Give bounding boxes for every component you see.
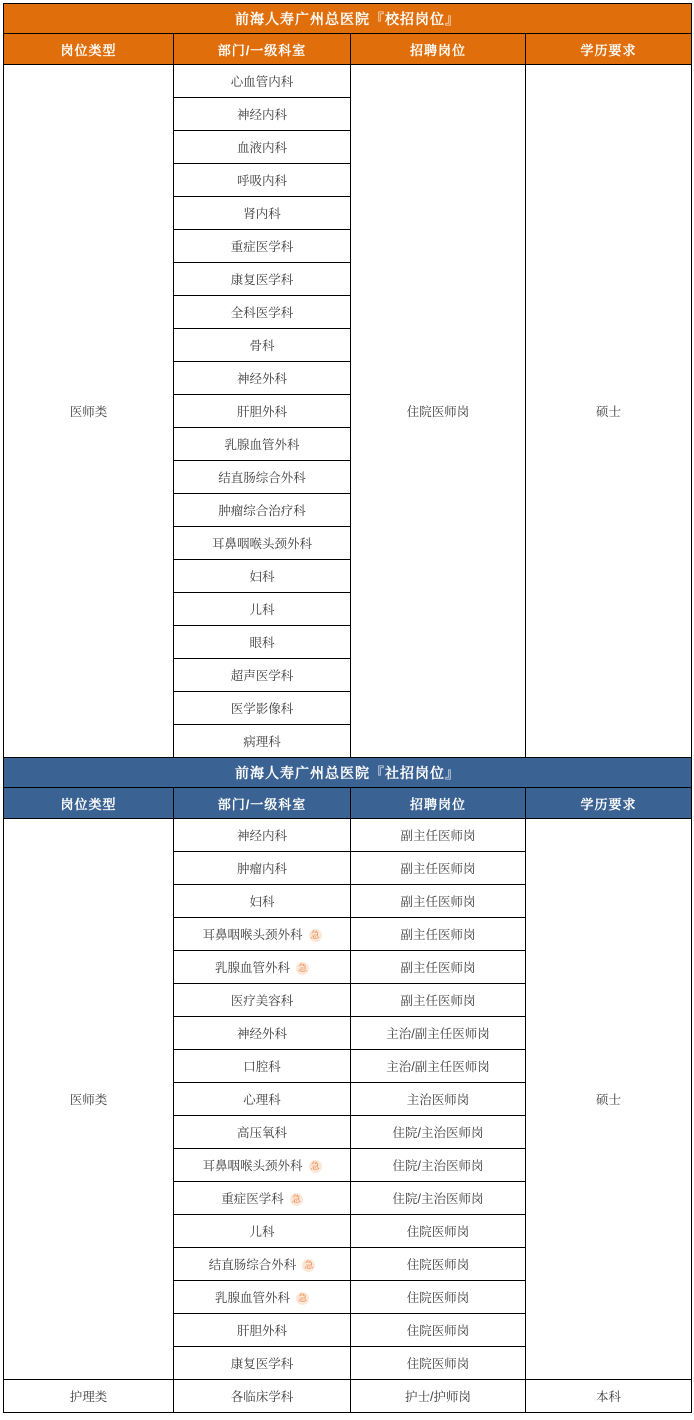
column-header-department: 部门/一级科室 xyxy=(174,788,351,819)
job-cell: 副主任医师岗 xyxy=(351,852,526,885)
department-cell: 医学影像科 xyxy=(174,692,351,725)
department-cell: 神经内科 xyxy=(174,819,351,852)
campus-title-row xyxy=(4,4,692,34)
social-title-row xyxy=(4,758,692,788)
department-cell: 妇科 xyxy=(174,560,351,593)
job-cell: 住院医师岗 xyxy=(351,1281,526,1314)
table-row xyxy=(4,819,692,852)
job-cell: 主治医师岗 xyxy=(351,1083,526,1116)
department-cell: 各临床学科 xyxy=(174,1380,351,1413)
department-cell: 病理科 xyxy=(174,725,351,758)
position-type-cell: 医师类 xyxy=(4,819,174,1380)
department-cell: 肾内科 xyxy=(174,197,351,230)
job-cell: 副主任医师岗 xyxy=(351,918,526,951)
department-cell: 乳腺血管外科 急 xyxy=(174,951,351,984)
job-cell: 主治/副主任医师岗 xyxy=(351,1050,526,1083)
department-cell: 呼吸内科 xyxy=(174,164,351,197)
job-cell: 副主任医师岗 xyxy=(351,819,526,852)
job-cell: 住院医师岗 xyxy=(351,1314,526,1347)
column-header-job: 招聘岗位 xyxy=(351,788,526,819)
social-column-header-row xyxy=(4,788,692,819)
department-cell: 结直肠综合外科 急 xyxy=(174,1248,351,1281)
campus-column-header-row xyxy=(4,34,692,65)
department-cell: 乳腺血管外科 急 xyxy=(174,1281,351,1314)
department-cell: 重症医学科 xyxy=(174,230,351,263)
social-recruitment-table xyxy=(3,757,692,1413)
department-cell: 心理科 xyxy=(174,1083,351,1116)
department-cell: 儿科 xyxy=(174,1215,351,1248)
column-header-education: 学历要求 xyxy=(526,788,692,819)
urgent-icon: 急 xyxy=(304,1260,314,1270)
job-cell: 主治/副主任医师岗 xyxy=(351,1017,526,1050)
bracket-close: 』 xyxy=(445,764,460,781)
campus-recruitment-table xyxy=(3,3,692,758)
table-row xyxy=(4,65,692,98)
hospital-name: 前海人寿广州总医院 xyxy=(235,10,370,27)
section-title xyxy=(4,4,692,34)
education-cell: 硕士 xyxy=(526,819,692,1380)
department-cell: 肝胆外科 xyxy=(174,395,351,428)
urgent-icon: 急 xyxy=(297,1293,307,1303)
department-cell: 眼科 xyxy=(174,626,351,659)
education-cell: 本科 xyxy=(526,1380,692,1413)
department-cell: 肿瘤内科 xyxy=(174,852,351,885)
hospital-name: 前海人寿广州总医院 xyxy=(235,764,370,781)
department-cell: 心血管内科 xyxy=(174,65,351,98)
urgent-icon: 急 xyxy=(310,930,320,940)
department-cell: 康复医学科 xyxy=(174,1347,351,1380)
section-title xyxy=(4,758,692,788)
job-cell: 住院医师岗 xyxy=(351,1248,526,1281)
department-cell: 肝胆外科 xyxy=(174,1314,351,1347)
department-cell: 耳鼻咽喉头颈外科 xyxy=(174,527,351,560)
bracket-open: 『 xyxy=(370,764,385,781)
department-cell: 血液内科 xyxy=(174,131,351,164)
bracket-open: 『 xyxy=(370,10,385,27)
department-cell: 耳鼻咽喉头颈外科 急 xyxy=(174,918,351,951)
job-cell: 住院/主治医师岗 xyxy=(351,1149,526,1182)
job-cell: 住院/主治医师岗 xyxy=(351,1116,526,1149)
department-cell: 神经外科 xyxy=(174,1017,351,1050)
department-cell: 儿科 xyxy=(174,593,351,626)
department-cell: 肿瘤综合治疗科 xyxy=(174,494,351,527)
department-cell: 乳腺血管外科 xyxy=(174,428,351,461)
job-cell: 住院医师岗 xyxy=(351,1215,526,1248)
column-header-position-type: 岗位类型 xyxy=(4,34,174,65)
job-cell: 副主任医师岗 xyxy=(351,951,526,984)
department-cell: 神经内科 xyxy=(174,98,351,131)
column-header-position-type: 岗位类型 xyxy=(4,788,174,819)
section-title-name: 校招岗位 xyxy=(385,10,445,27)
urgent-icon: 急 xyxy=(291,1194,301,1204)
department-cell: 神经外科 xyxy=(174,362,351,395)
position-type-cell: 护理类 xyxy=(4,1380,174,1413)
job-cell: 副主任医师岗 xyxy=(351,885,526,918)
column-header-job: 招聘岗位 xyxy=(351,34,526,65)
education-cell: 硕士 xyxy=(526,65,692,758)
department-cell: 全科医学科 xyxy=(174,296,351,329)
department-cell: 医疗美容科 xyxy=(174,984,351,1017)
department-cell: 骨科 xyxy=(174,329,351,362)
section-title-name: 社招岗位 xyxy=(385,764,445,781)
department-cell: 重症医学科 急 xyxy=(174,1182,351,1215)
department-cell: 妇科 xyxy=(174,885,351,918)
department-cell: 康复医学科 xyxy=(174,263,351,296)
urgent-icon: 急 xyxy=(297,963,307,973)
job-cell: 住院/主治医师岗 xyxy=(351,1182,526,1215)
department-cell: 超声医学科 xyxy=(174,659,351,692)
column-header-department: 部门/一级科室 xyxy=(174,34,351,65)
job-cell: 护士/护师岗 xyxy=(351,1380,526,1413)
position-type-cell: 医师类 xyxy=(4,65,174,758)
column-header-education: 学历要求 xyxy=(526,34,692,65)
department-cell: 高压氧科 xyxy=(174,1116,351,1149)
table-row xyxy=(4,1380,692,1413)
urgent-icon: 急 xyxy=(310,1161,320,1171)
department-cell: 结直肠综合外科 xyxy=(174,461,351,494)
department-cell: 耳鼻咽喉头颈外科 急 xyxy=(174,1149,351,1182)
job-cell: 住院医师岗 xyxy=(351,65,526,758)
job-cell: 住院医师岗 xyxy=(351,1347,526,1380)
bracket-close: 』 xyxy=(445,10,460,27)
department-cell: 口腔科 xyxy=(174,1050,351,1083)
job-cell: 副主任医师岗 xyxy=(351,984,526,1017)
